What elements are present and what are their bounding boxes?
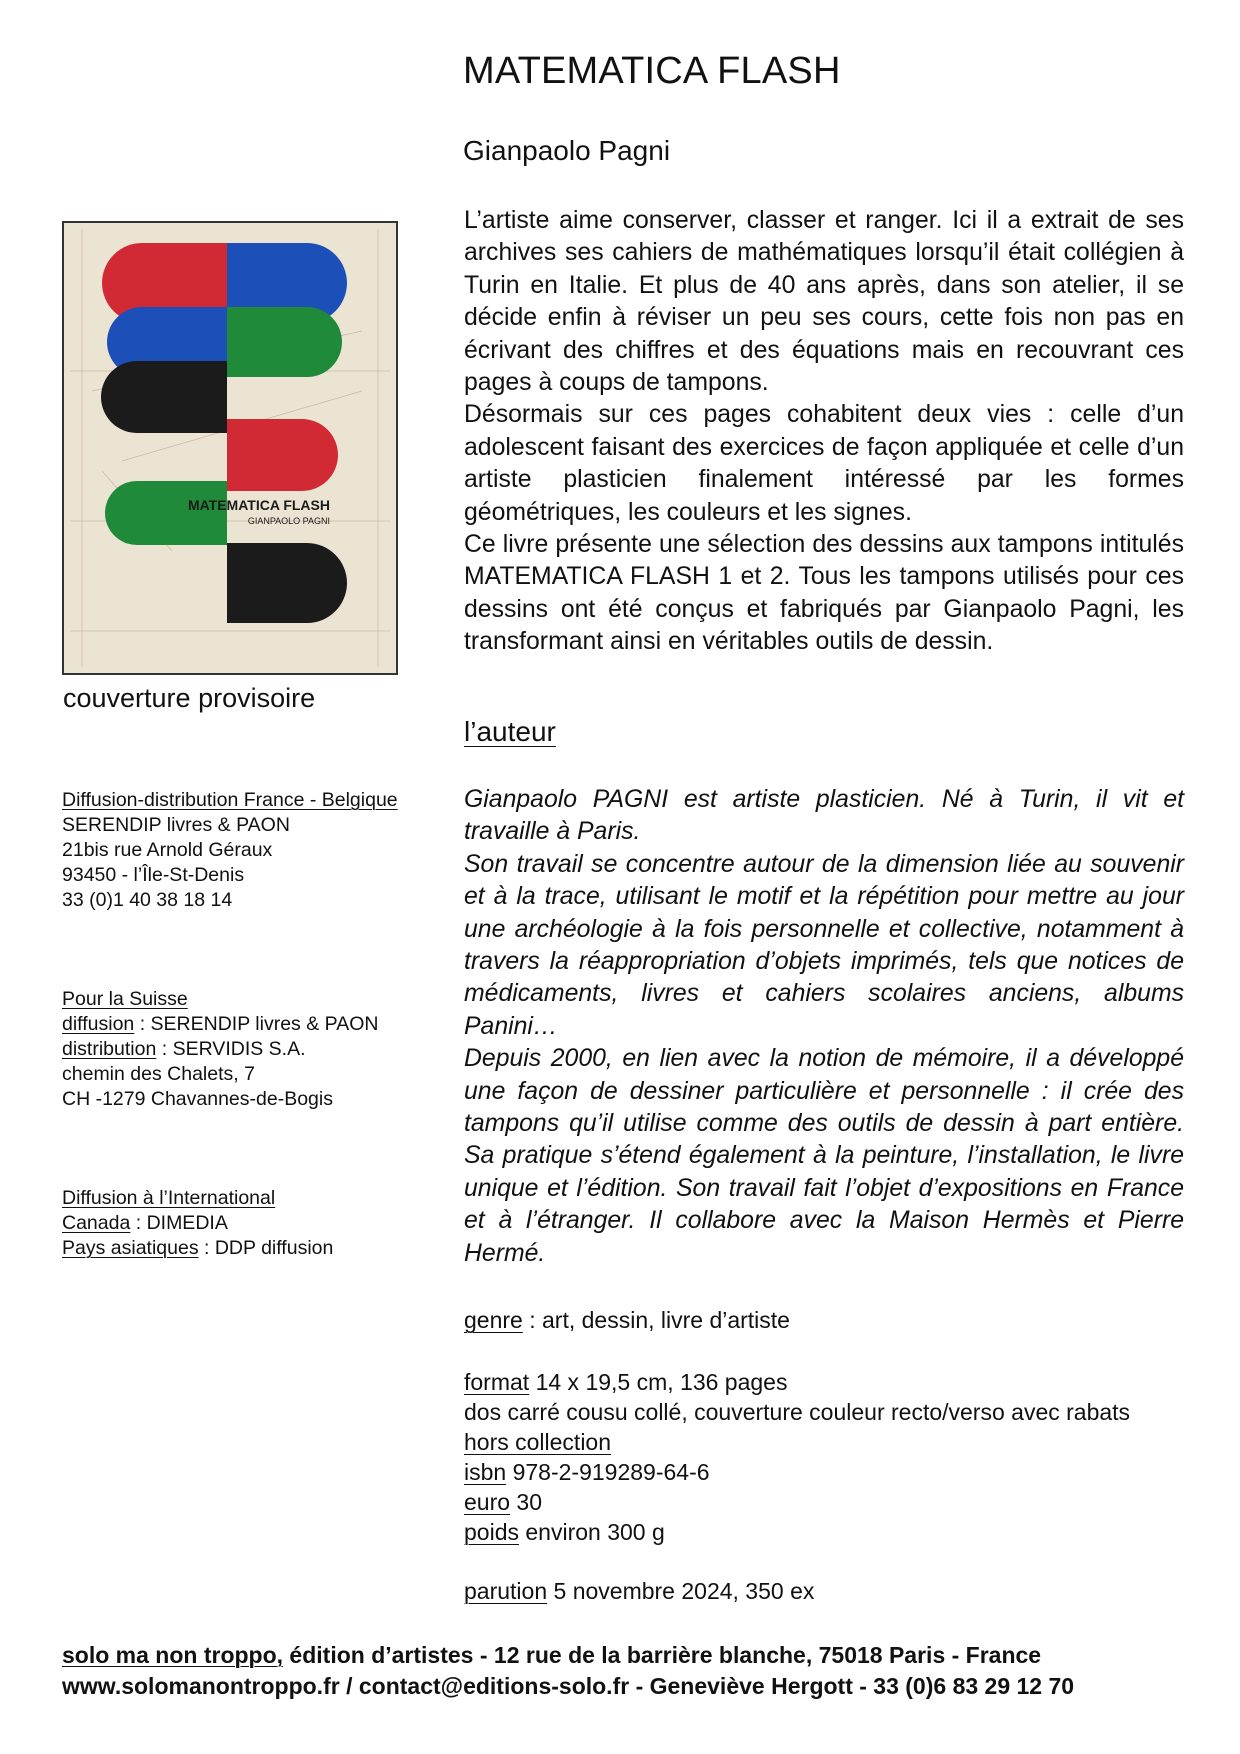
distribution-line: CH -1279 Chavannes-de-Bogis [62,1088,333,1110]
green-shape-left [105,481,227,545]
price-label: euro [464,1489,511,1515]
publisher-footer [62,1640,1184,1702]
publisher-contact: www.solomanontroppo.fr / contact@editions-solo.fr - Geneviève Hergott - 33 (0)6 83 29 12 70 [62,1673,1075,1699]
publisher-address: édition d’artistes - 12 rue de la barrière blanche, 75018 Paris - France [283,1642,1042,1668]
black-shape-bottom-right [227,543,347,623]
format-value: 14 x 19,5 cm, 136 pages [529,1369,788,1395]
bio-paragraph: Depuis 2000, en lien avec la notion de mémoire, il a développé une façon de dessiner particulière et personnelle : il crée des tampons qu’il utilise comme des outils de dessin à part entière. Sa pratique s’étend également à la peinture, l’installation, le livre unique et l’édition. Son travail fait l’objet d’expositions en France et à l’étranger. Il collabore avec la Maison Hermès et Pierre Hermé. [464,1045,1184,1267]
description-paragraph: L’artiste aime conserver, classer et ranger. Ici il a extrait de ses archives ses cahiers de mathématiques lorsqu’il était collégien à Turin en Italie. Et plus de 40 ans après, dans son atelier, il se décide enfin à réviser un peu ses cours, cette fois non pas en écrivant des chiffres et des équations mais en recouvrant ces pages à coups de tampons. [464,207,1184,397]
description-paragraph: Désormais sur ces pages cohabitent deux vies : celle d’un adolescent faisant des exercices de façon appliquée et celle d’un artiste plasticien finalement intéressé par les formes géométriques, les couleurs et les signes. [464,401,1184,526]
genre-line [464,1305,1204,1335]
distribution-line: 21bis rue Arnold Géraux [62,839,273,861]
bio-paragraph: Son travail se concentre autour de la dimension liée au souvenir et à la trace, utilisant le motif et la répétition pour mettre au jour une archéologie à la fois personnelle et collective, notamment à travers la réappropriation d’objets imprimés, tels que notices de médicaments, livres et cahiers scolaires anciens, albums Panini… [464,850,1184,1040]
genre-value: : art, dessin, livre d’artiste [522,1307,790,1333]
distribution-line: chemin des Chalets, 7 [62,1063,255,1085]
author-section-heading: l’auteur [464,716,556,747]
description-paragraph: Ce livre présente une sélection des dessins aux tampons intitulés MATEMATICA FLASH 1 et 2. Tous les tampons utilisés pour ces dessins ont été conçus et fabriqués par Gianpaolo Pagni, les transformant ainsi en véritables outils de dessin. [464,531,1184,656]
asia-label: Pays asiatiques [62,1237,199,1259]
collection-line: hors collection [464,1429,612,1455]
weight-value: environ 300 g [518,1519,665,1545]
cover-title-text: MATEMATICA FLASH [187,497,330,513]
distribution-international-heading: Diffusion à l’International [62,1187,276,1209]
green-shape-right [227,307,342,377]
distribution-line: 93450 - l’Île-St-Denis [62,864,245,886]
book-cover-image [62,221,398,675]
diffusion-value: : SERENDIP livres & PAON [134,1013,379,1035]
cover-author-text: GIANPAOLO PAGNI [247,516,330,526]
book-specs [464,1367,1204,1547]
canada-label: Canada [62,1212,131,1234]
publisher-name: solo ma non troppo, [62,1642,284,1668]
weight-label: poids [464,1519,519,1545]
black-shape-left [101,361,227,433]
binding-line: dos carré cousu collé, couverture couleur recto/verso avec rabats [464,1399,1131,1425]
release-label: parution [464,1578,548,1604]
book-title: MATEMATICA FLASH [463,50,841,92]
release-line [464,1576,1204,1606]
distribution-international [62,1186,442,1261]
release-value: 5 novembre 2024, 350 ex [547,1578,815,1604]
cover-caption: couverture provisoire [63,683,316,713]
distribution-value: : SERVIDIS S.A. [156,1038,306,1060]
distribution-france [62,788,442,913]
red-shape-right [227,419,338,491]
book-description [464,205,1184,659]
book-author: Gianpaolo Pagni [463,135,671,166]
author-biography [464,784,1184,1270]
distribution-line: SERENDIP livres & PAON [62,814,290,836]
asia-value: : DDP diffusion [198,1237,334,1259]
distribution-france-heading: Diffusion-distribution France - Belgique [62,789,398,811]
distribution-suisse-heading: Pour la Suisse [62,988,188,1010]
diffusion-label: diffusion [62,1013,135,1035]
isbn-label: isbn [464,1459,507,1485]
distribution-label: distribution [62,1038,157,1060]
format-label: format [464,1369,530,1395]
genre-label: genre [464,1307,523,1333]
price-value: 30 [510,1489,543,1515]
canada-value: : DIMEDIA [130,1212,228,1234]
distribution-suisse [62,987,442,1112]
distribution-phone: 33 (0)1 40 38 18 14 [62,889,233,911]
bio-paragraph: Gianpaolo PAGNI est artiste plasticien. Né à Turin, il vit et travaille à Paris. [464,786,1184,846]
isbn-value: 978-2-919289-64-6 [506,1459,710,1485]
